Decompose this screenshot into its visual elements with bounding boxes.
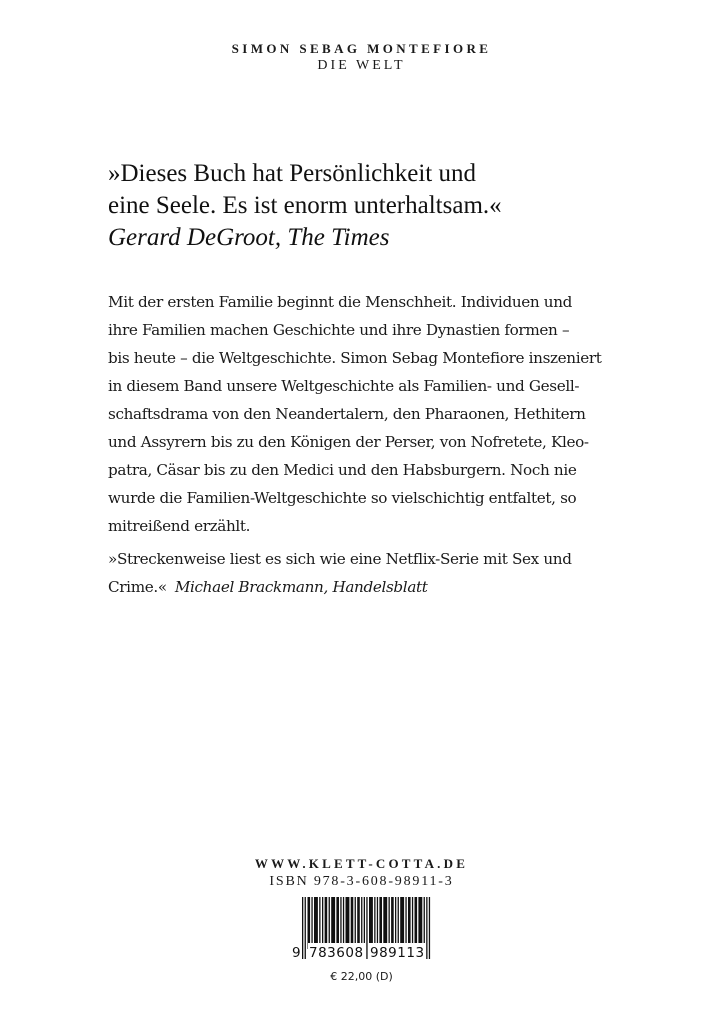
publisher-website: WWW.KLETT-COTTA.DE bbox=[254, 856, 469, 871]
barcode-digits-left: 783608 bbox=[309, 945, 364, 961]
isbn-barcode bbox=[291, 897, 441, 967]
second-quote-line: »Streckenweise liest es sich wie eine Netflix-Serie mit Sex und bbox=[108, 550, 572, 568]
book-blurb bbox=[108, 288, 628, 540]
isbn-number: ISBN 978-3-608-98911-3 bbox=[269, 874, 454, 889]
blurb-line: und Assyrern bis zu den Königen der Perser, von Nofretete, Kleo- bbox=[108, 433, 589, 451]
barcode-digit-first: 9 bbox=[292, 945, 302, 961]
blurb-line: schaftsdrama von den Neandertalern, den Pharaonen, Hethitern bbox=[108, 405, 586, 423]
blurb-line: ihre Familien machen Geschichte und ihre Dynastien formen – bbox=[108, 321, 570, 339]
lead-quote-line: eine Seele. Es ist enorm unterhaltsam.« bbox=[108, 192, 502, 219]
second-review-quote bbox=[108, 545, 628, 601]
second-quote-line-2 bbox=[108, 573, 628, 601]
blurb-line: Mit der ersten Familie beginnt die Menschheit. Individuen und bbox=[108, 293, 573, 311]
price-label: € 22,00 (D) bbox=[330, 970, 393, 983]
blurb-line: wurde die Familien-Weltgeschichte so vielschichtig entfaltet, so bbox=[108, 489, 577, 507]
barcode-digits-right: 989113 bbox=[370, 945, 425, 961]
cover-header bbox=[0, 40, 723, 75]
barcode-digits bbox=[291, 943, 441, 963]
blurb-line: mitreißend erzählt. bbox=[108, 517, 251, 535]
lead-quote-line: »Dieses Buch hat Persönlichkeit und bbox=[108, 160, 476, 187]
book-title: DIE WELT bbox=[317, 58, 406, 73]
blurb-line: bis heute – die Weltgeschichte. Simon Sebag Montefiore inszeniert bbox=[108, 349, 602, 367]
cover-footer bbox=[0, 855, 723, 891]
blurb-line: patra, Cäsar bis zu den Medici und den Habsburgern. Noch nie bbox=[108, 461, 577, 479]
blurb-line: in diesem Band unsere Weltgeschichte als Familien- und Gesell- bbox=[108, 377, 580, 395]
lead-review-quote bbox=[108, 158, 628, 254]
lead-quote-source: Gerard DeGroot, The Times bbox=[108, 224, 390, 251]
author-name: SIMON SEBAG MONTEFIORE bbox=[231, 41, 492, 56]
second-quote-source: Michael Brackmann, Handelsblatt bbox=[174, 578, 428, 596]
second-quote-text: Crime.« bbox=[108, 578, 167, 596]
